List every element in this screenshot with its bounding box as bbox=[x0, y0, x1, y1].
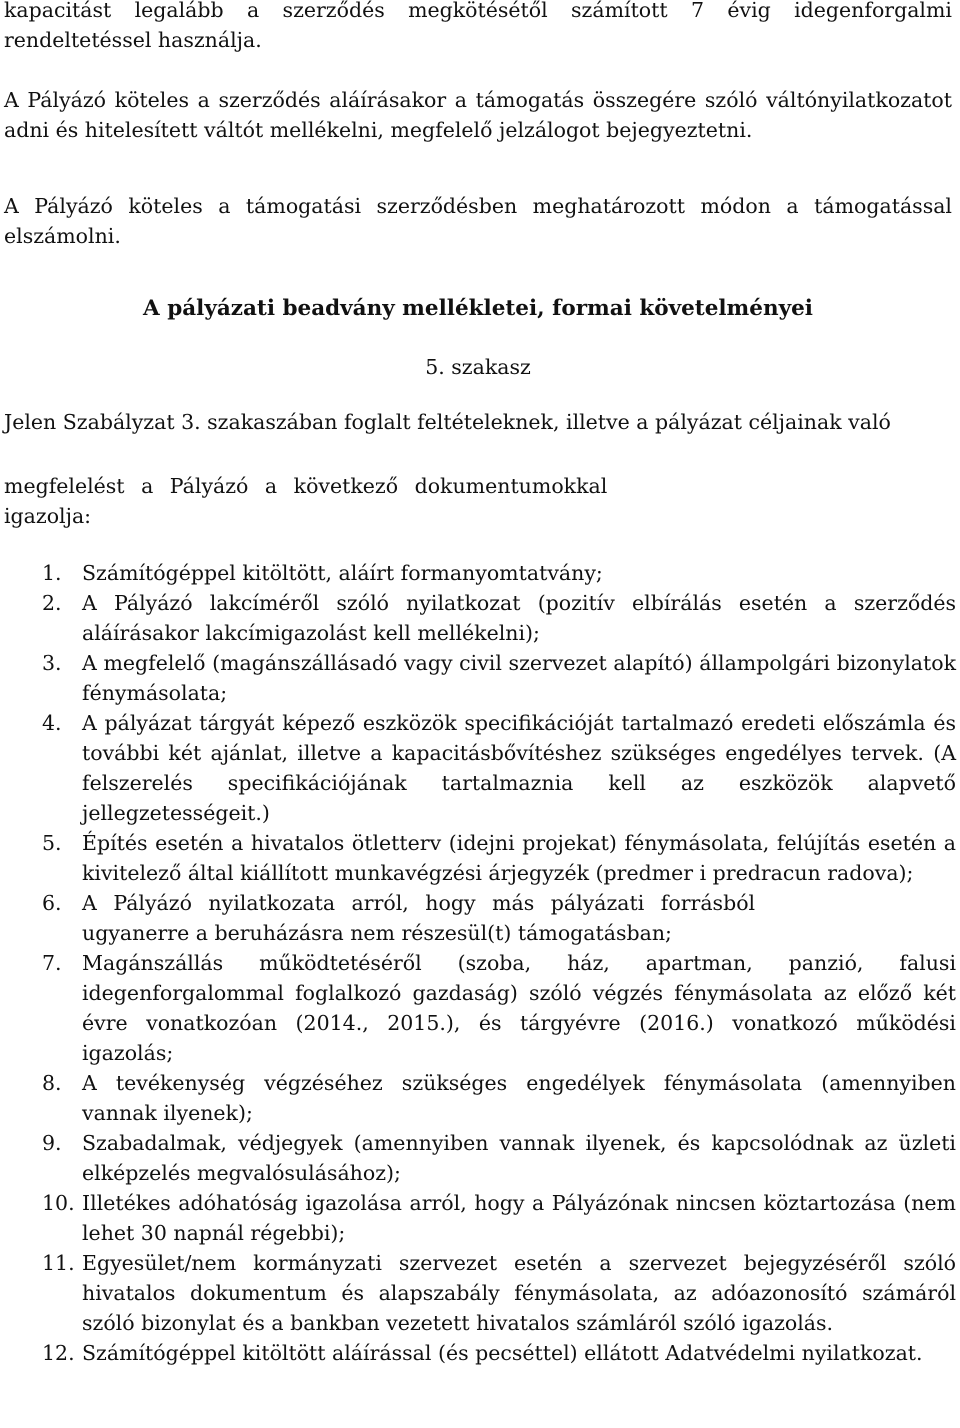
list-item-text: Építés esetén a hivatalos ötletterv (idejni projekat) fénymásolata, felújítás esetén a kivitelező által kiállított munkavégzési árjegyzék (predmer i predracun radova); bbox=[82, 831, 956, 885]
intro-line-2: megfelelést a Pályázó a következő dokumentumokkal bbox=[4, 474, 608, 498]
list-item-number: 3. bbox=[42, 651, 62, 675]
list-item-text-continued: ugyanerre a beruházásra nem részesül(t) támogatásban; bbox=[82, 921, 672, 945]
intro-lines-2 bbox=[4, 472, 704, 531]
list-item-number: 5. bbox=[42, 831, 62, 855]
list-item-number: 9. bbox=[42, 1131, 62, 1155]
list-item bbox=[4, 1248, 956, 1338]
list-item-number: 4. bbox=[42, 711, 62, 735]
list-item bbox=[4, 828, 956, 888]
list-item bbox=[4, 648, 956, 708]
intro-line-1: Jelen Szabályzat 3. szakaszában foglalt feltételeknek, illetve a pályázat céljainak való bbox=[4, 410, 891, 434]
list-item-text: A tevékenység végzéséhez szükséges engedélyek fénymásolata (amennyiben vannak ilyenek); bbox=[82, 1071, 956, 1125]
list-item bbox=[4, 888, 956, 948]
list-item-text: Egyesület/nem kormányzati szervezet esetén a szervezet bejegyzéséről szóló hivatalos dokumentum és alapszabály fénymásolata, az adóazonosító számáról szóló bizonylat és a bankban vezetett hivatalos számláról szóló igazolás. bbox=[82, 1251, 956, 1335]
paragraph-usage-obligation: kapacitást legalább a szerződés megkötésétől számított 7 évig idegenforgalmi rendeltetéssel használja. bbox=[4, 0, 952, 52]
list-item-number: 12. bbox=[42, 1341, 75, 1365]
list-item-text: A Pályázó lakcíméről szóló nyilatkozat (pozitív elbírálás esetén a szerződés aláírásakor lakcímigazolást kell mellékelni); bbox=[82, 591, 956, 645]
list-item-text: Szabadalmak, védjegyek (amennyiben vannak ilyenek, és kapcsolódnak az üzleti elképzelés megvalósulásához); bbox=[82, 1131, 956, 1185]
list-item-text: A megfelelő (magánszállásadó vagy civil szervezet alapító) állampolgári bizonylatok fénymásolata; bbox=[82, 651, 956, 705]
requirements-list bbox=[4, 558, 956, 1368]
list-item bbox=[4, 1128, 956, 1188]
paragraph-promissory-note: A Pályázó köteles a szerződés aláírásakor a támogatás összegére szóló váltónyilatkozatot adni és hitelesített váltót mellékelni, megfelelő jelzálogot bejegyeztetni. bbox=[4, 88, 952, 142]
list-item bbox=[4, 588, 956, 648]
list-item bbox=[4, 708, 956, 828]
list-item-text: Számítógéppel kitöltött aláírással (és pecséttel) ellátott Adatvédelmi nyilatkozat. bbox=[82, 1341, 923, 1365]
paragraph-settlement: A Pályázó köteles a támogatási szerződésben meghatározott módon a támogatással elszámolni. bbox=[4, 194, 952, 248]
list-item-number: 8. bbox=[42, 1071, 62, 1095]
list-item-number: 11. bbox=[42, 1251, 75, 1275]
list-item bbox=[4, 558, 956, 588]
section-heading: A pályázati beadvány mellékletei, formai követelményei bbox=[143, 296, 813, 321]
list-item-text: Illetékes adóhatóság igazolása arról, hogy a Pályázónak nincsen köztartozása (nem lehet 30 napnál régebbi); bbox=[82, 1191, 956, 1245]
list-item bbox=[4, 1338, 956, 1368]
list-item-text: A Pályázó nyilatkozata arról, hogy más pályázati forrásból bbox=[82, 891, 756, 915]
list-item-text: Számítógéppel kitöltött, aláírt formanyomtatvány; bbox=[82, 561, 603, 585]
list-item-number: 2. bbox=[42, 591, 62, 615]
section-number: 5. szakasz bbox=[425, 355, 531, 379]
list-item-number: 1. bbox=[42, 561, 62, 585]
list-item bbox=[4, 1068, 956, 1128]
list-item-text: Magánszállás működtetéséről (szoba, ház, apartman, panzió, falusi idegenforgalommal foglalkozó gazdaság) szóló végzés fénymásolata az előző két évre vonatkozóan (2014., 2015.), és tárgyévre (2016.) vonatkozó működési igazolás; bbox=[82, 951, 956, 1065]
list-item bbox=[4, 948, 956, 1068]
list-item-number: 10. bbox=[42, 1191, 75, 1215]
intro-line-3: igazolja: bbox=[4, 503, 92, 528]
list-item bbox=[4, 1188, 956, 1248]
list-item-number: 7. bbox=[42, 951, 62, 975]
list-item-number: 6. bbox=[42, 891, 62, 915]
list-item-text: A pályázat tárgyát képező eszközök specifikációját tartalmazó eredeti előszámla és további két ajánlat, illetve a kapacitásbővítéshez szükséges engedélyes tervek. (A felszerelés specifikációjának tartalmaznia kell az eszközök alapvető jellegzetességeit.) bbox=[82, 711, 956, 825]
